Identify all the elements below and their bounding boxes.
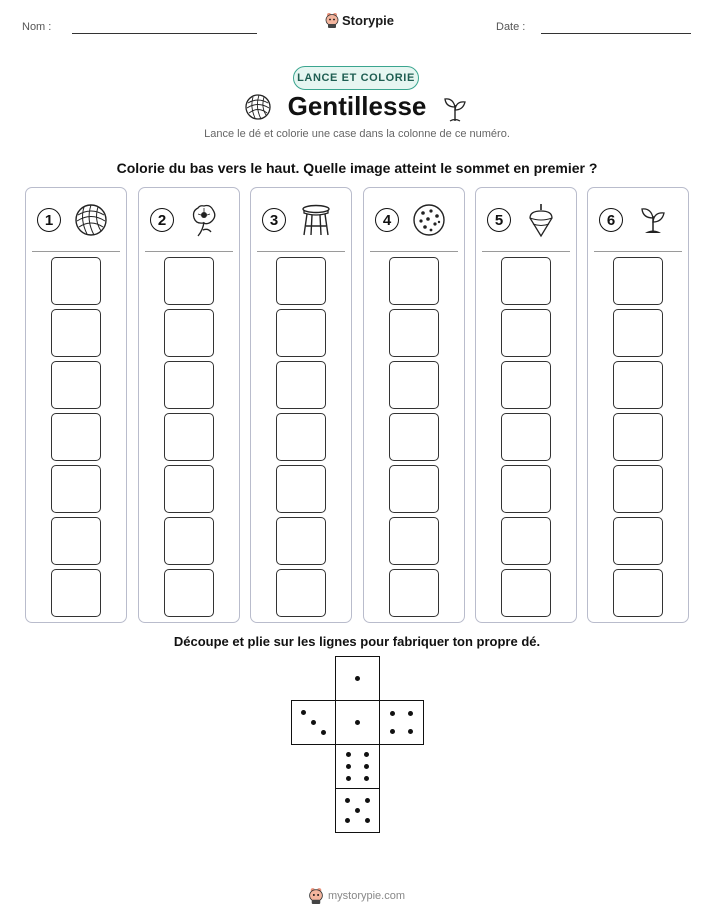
dice-pip: [301, 710, 306, 715]
dice-pip: [345, 818, 350, 823]
color-box[interactable]: [613, 309, 663, 357]
dice-pip: [390, 729, 395, 734]
color-box[interactable]: [501, 465, 551, 513]
column-header: [588, 202, 688, 242]
color-box[interactable]: [276, 465, 326, 513]
yarn-ball-icon: [73, 202, 109, 238]
dice-pip: [355, 808, 360, 813]
column-header: [476, 202, 576, 242]
column-3: [250, 187, 352, 623]
brand-name: Storypie: [342, 12, 395, 28]
dice-pip: [365, 818, 370, 823]
color-box[interactable]: [501, 257, 551, 305]
color-box[interactable]: [613, 361, 663, 409]
color-box[interactable]: [389, 517, 439, 565]
column-divider: [257, 251, 345, 252]
brand-logo: [325, 12, 394, 28]
color-box[interactable]: [613, 569, 663, 617]
date-label: Date :: [496, 21, 526, 33]
color-box[interactable]: [51, 413, 101, 461]
dice-face-3: [291, 700, 336, 745]
color-box[interactable]: [276, 257, 326, 305]
column-number: 3: [262, 208, 286, 232]
dice-pip: [355, 720, 360, 725]
dice-pip: [364, 752, 369, 757]
color-box[interactable]: [613, 517, 663, 565]
dice-pip: [364, 776, 369, 781]
dice-pip: [408, 711, 413, 716]
dice-pip: [321, 730, 326, 735]
color-box[interactable]: [164, 465, 214, 513]
dice-face-4: [379, 700, 424, 745]
dice-pip: [345, 798, 350, 803]
activity-badge: LANCE ET COLORIE: [293, 66, 419, 90]
column-header: [26, 202, 126, 242]
column-number: 2: [150, 208, 174, 232]
storypie-mascot-icon: [325, 12, 339, 28]
dice-face-6: [335, 744, 380, 789]
dice-face-1: [335, 700, 380, 745]
column-2: [138, 187, 240, 623]
color-box[interactable]: [501, 361, 551, 409]
column-divider: [145, 251, 233, 252]
color-box[interactable]: [164, 569, 214, 617]
color-box[interactable]: [389, 361, 439, 409]
dice-pip: [346, 776, 351, 781]
color-box[interactable]: [164, 257, 214, 305]
column-divider: [32, 251, 120, 252]
color-box[interactable]: [389, 413, 439, 461]
dice-instruction: Découpe et plie sur les lignes pour fabriquer ton propre dé.: [173, 634, 541, 649]
color-box[interactable]: [164, 361, 214, 409]
color-box[interactable]: [51, 257, 101, 305]
dice-pip: [364, 764, 369, 769]
page-subtitle: Lance le dé et colorie une case dans la colonne de ce numéro.: [204, 128, 510, 140]
column-number: 1: [37, 208, 61, 232]
column-number: 4: [375, 208, 399, 232]
column-6: [587, 187, 689, 623]
color-box[interactable]: [51, 309, 101, 357]
color-box[interactable]: [276, 361, 326, 409]
dice-face-5: [335, 788, 380, 833]
color-box[interactable]: [389, 465, 439, 513]
column-header: [139, 202, 239, 242]
sprout-icon: [442, 93, 468, 123]
color-box[interactable]: [501, 517, 551, 565]
column-5: [475, 187, 577, 623]
column-header: [251, 202, 351, 242]
color-box[interactable]: [389, 257, 439, 305]
color-box[interactable]: [501, 413, 551, 461]
column-number: 6: [599, 208, 623, 232]
column-divider: [482, 251, 570, 252]
date-line[interactable]: [541, 33, 691, 34]
color-box[interactable]: [276, 413, 326, 461]
color-box[interactable]: [51, 517, 101, 565]
game-instruction: Colorie du bas vers le haut. Quelle image atteint le sommet en premier ?: [116, 160, 598, 176]
color-box[interactable]: [51, 569, 101, 617]
color-box[interactable]: [164, 517, 214, 565]
stool-icon: [298, 202, 334, 238]
dice-pip: [390, 711, 395, 716]
column-number: 5: [487, 208, 511, 232]
column-4: [363, 187, 465, 623]
name-label: Nom :: [22, 21, 52, 33]
sprout-icon: [635, 202, 671, 238]
column-divider: [370, 251, 458, 252]
cookie-icon: [411, 202, 447, 238]
color-box[interactable]: [164, 309, 214, 357]
storypie-mascot-icon: [308, 887, 324, 904]
color-box[interactable]: [276, 517, 326, 565]
footer-url[interactable]: mystorypie.com: [328, 889, 406, 902]
dice-pip: [355, 676, 360, 681]
name-line[interactable]: [72, 33, 257, 34]
color-box[interactable]: [613, 413, 663, 461]
column-divider: [594, 251, 682, 252]
dice-pip: [346, 752, 351, 757]
color-box[interactable]: [164, 413, 214, 461]
page-title: Gentillesse: [287, 91, 427, 121]
dice-face-1: [335, 656, 380, 701]
spinning-top-icon: [523, 202, 559, 238]
color-box[interactable]: [501, 309, 551, 357]
dice-pip: [311, 720, 316, 725]
color-box[interactable]: [389, 309, 439, 357]
color-box[interactable]: [276, 309, 326, 357]
color-box[interactable]: [389, 569, 439, 617]
dice-pip: [408, 729, 413, 734]
column-header: [364, 202, 464, 242]
color-box[interactable]: [613, 465, 663, 513]
color-box[interactable]: [51, 465, 101, 513]
footer: [308, 887, 405, 904]
column-1: [25, 187, 127, 623]
flower-icon: [186, 202, 222, 238]
color-box[interactable]: [276, 569, 326, 617]
dice-pip: [365, 798, 370, 803]
dice-pip: [346, 764, 351, 769]
color-box[interactable]: [501, 569, 551, 617]
color-box[interactable]: [613, 257, 663, 305]
color-box[interactable]: [51, 361, 101, 409]
